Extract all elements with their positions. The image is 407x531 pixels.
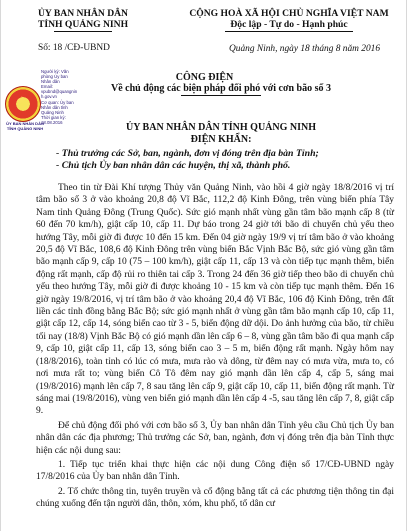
seal-star-icon: ★ <box>17 95 27 107</box>
signature-line: Người ký: Văn <box>41 69 69 74</box>
motto-underline <box>225 31 353 32</box>
sender-block <box>111 122 331 146</box>
signature-line: phòng Ủy ban <box>41 74 68 80</box>
document-body <box>36 182 394 513</box>
body-paragraph: 2. Tổ chức thông tin, tuyên truyền và cổ động bằng tất cả các phương tiện thông tin đại chúng xuống đến tận người dân, thôn, xóm, khu phố, tổ dân cư <box>36 486 394 510</box>
body-paragraph: Theo tin từ Đài Khí tượng Thủy văn Quảng Ninh, vào hồi 4 giờ ngày 18/8/2016 vị trí tâm bão số 3 ở vào khoảng 20,8 độ Vĩ Bắc, 112,2 độ Kinh Đông, trên vùng biển phía Tây Nam tỉnh Quảng Đông (Trung Quốc). Sức gió mạnh nhất vùng gần tâm bão mạnh cấp 8 (từ 60 đến 70 km/h), giật cấp 10, cấp 11. Dự báo trong 24 giờ tới bão di chuyển chủ yếu theo hướng Tây, mỗi giờ đi được 10 đến 15 km. Đến 04 giờ ngày 19/9 vị trí tâm bão ở vào khoảng 20,5 độ Vĩ Bắc, 108,6 độ Kinh Đông trên vùng biển Bắc Vịnh Bắc Bộ, sức gió vùng gần tâm bão mạnh cấp 9, cấp 10 (75 – 100 km/h), giật cấp 11, cấp 13 và còn tiếp tục mạnh thêm, biển động rất mạnh, cấp độ rủi ro thiên tai cấp 3. Trong 24 đến 36 giờ tiếp theo bão di chuyển chủ yếu theo hướng Tây, mỗi giờ đi được khoảng 10 - 15 km và còn tiếp tục mạnh thêm. Đến 16 giờ ngày 19/8/2016, vị trí tâm bão ở vào khoảng 20,4 độ Vĩ Bắc, 106 độ Kinh Đông, trên đất liền các tỉnh đồng bằng Bắc Bộ; sức gió mạnh nhất ở vùng gần tâm bão mạnh cấp 10, cấp 11, giật cấp 12, cấp 14, sóng biển cao từ 3 - 5, biển động dữ dội. Do ảnh hưởng của bão, từ chiều tối nay (18/8) Vịnh Bắc Bộ có gió mạnh dần lên cấp 6 – 8, vùng gần tâm bão đi qua mạnh cấp 9, cấp 10, giật cấp 11, cấp 13, sóng biển cao 3 – 5 m, biển động rất mạnh. Ngày hôm nay (18/8/2016), toàn tỉnh có lúc có mưa, mưa rào và dông, từ đêm nay có mưa vừa, mưa to, có nơi mưa rất to; vùng biển Cô Tô đêm nay gió mạnh dần lên cấp 4, cấp 5, sáng mai (19/8/2016) mạnh lên cấp 7, 8 sau tăng lên cấp 9, giật cấp 10, cấp 11, biển động rất mạnh. Từ sáng mai (19/8/2016), vùng ven biển gió mạnh dần lên cấp 4 -5, sau tăng lên cấp 7, 8, giật cấp 9. <box>36 183 394 417</box>
signature-line: vpubnd@quangnin <box>41 89 78 95</box>
signature-line: Nhân dân tỉnh <box>41 104 68 110</box>
body-paragraph: 1. Tiếp tục triển khai thực hiện các nội dung Công điện số 17/CĐ-UBND ngày 17/8/2016 của Ủy ban nhân dân Tỉnh. <box>36 459 394 483</box>
signature-line: 18.08.2016 <box>41 119 63 125</box>
country-name: CỘNG HOÀ XÃ HỘI CHỦ NGHĨA VIỆT NAM <box>189 8 389 19</box>
signature-line: Cơ quan: Ủy ban <box>41 99 74 105</box>
issuing-organization <box>23 8 143 32</box>
seal-caption: ỦY BAN NHÂN DÂN TỈNH QUẢNG NINH <box>6 121 44 131</box>
recipients-list <box>56 148 396 172</box>
document-type-title: CÔNG ĐIỆN <box>175 72 234 83</box>
signature-line: Quảng Ninh <box>41 109 64 115</box>
document-number: Số: 18 /CĐ-UBND <box>38 43 110 53</box>
org-name-line2: TỈNH QUẢNG NINH <box>37 19 129 30</box>
national-header <box>183 8 395 32</box>
urgency-label: ĐIỆN KHẨN: <box>190 134 252 145</box>
org-name-line1: ỦY BAN NHÂN DÂN <box>38 8 128 19</box>
recipient-item: - Thủ trưởng các Sở, ban, ngành, đơn vị đóng trên địa bàn Tỉnh; <box>56 148 319 159</box>
document-subject <box>111 83 331 96</box>
recipient-item: - Chủ tịch Ủy ban nhân dân các huyện, thị xã, thành phố. <box>56 160 291 171</box>
signature-line: h.gov.vn <box>41 94 57 100</box>
subject-text: Về chủ động các biện pháp đối phó với cơn bão số 3 <box>111 83 332 94</box>
org-underline <box>54 31 112 32</box>
national-motto: Độc lập - Tự do - Hạnh phúc <box>230 19 348 30</box>
body-paragraph: Để chủ động đối phó với cơn bão số 3, Ủy ban nhân dân Tỉnh yêu cầu Chủ tịch Ủy ban nhân dân các địa phương; Thủ trưởng các Sở, ban, ngành, đơn vị đóng trên địa bàn Tỉnh thực hiện các nội dung sau: <box>36 420 394 456</box>
place-and-date: Quảng Ninh, ngày 18 tháng 8 năm 2016 <box>229 44 381 54</box>
signature-line: Thời gian ký: <box>41 114 66 120</box>
subject-underline <box>181 95 261 96</box>
signature-line: Nhân dân <box>41 79 60 85</box>
sender-name: ỦY BAN NHÂN DÂN TỈNH QUẢNG NINH <box>125 122 316 133</box>
signature-line: Email: <box>41 84 53 90</box>
